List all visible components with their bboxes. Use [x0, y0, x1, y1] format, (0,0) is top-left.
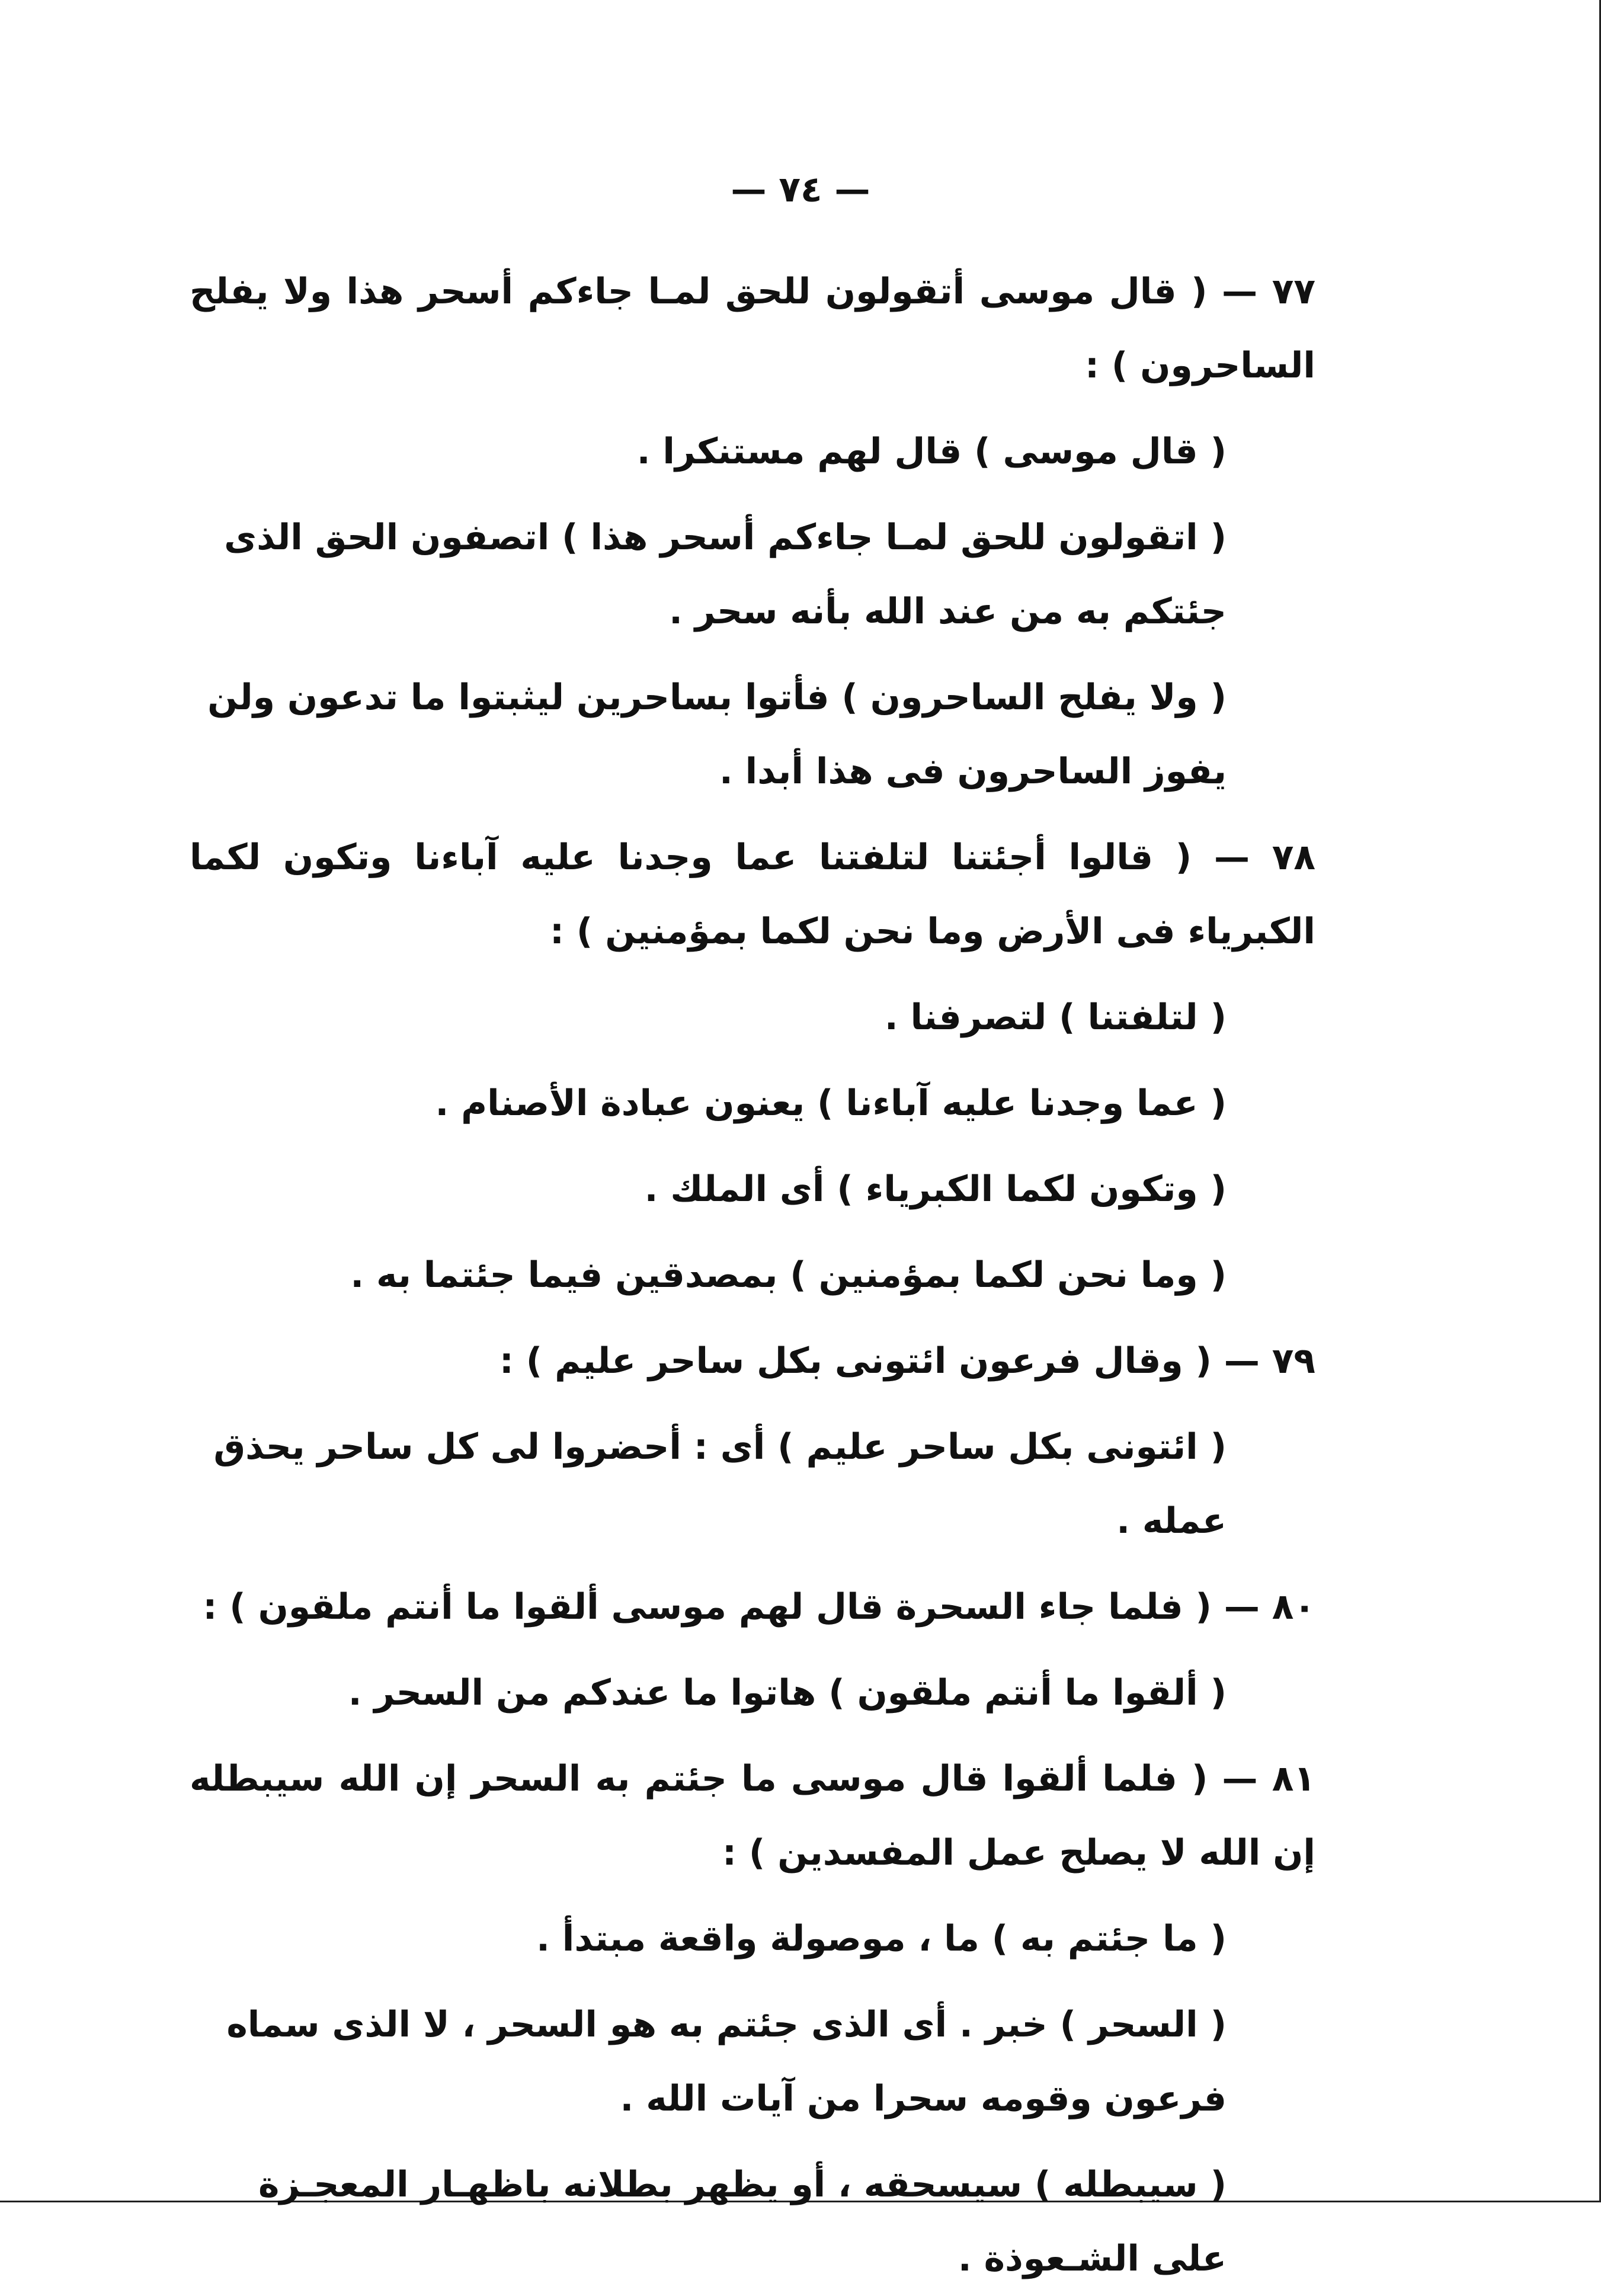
- commentary-paragraph: ( قال موسى ) قال لهم مستنكرا .: [636, 431, 1227, 472]
- verse-79: ٧٩ — ( وقال فرعون ائتونى بكل ساحر عليم ) :: [499, 1340, 1315, 1382]
- commentary-paragraph: ( ائتونى بكل ساحر عليم ) أى : أحضروا لى كل ساحر يحذق عمله .: [213, 1426, 1227, 1542]
- commentary-paragraph: ( السحر ) خبر . أى الذى جئتم به هو السحر ، لا الذى سماه فرعون وقومه سحرا من آيات الله .: [226, 2004, 1227, 2119]
- commentary-paragraph: ( اتقولون للحق لمـا جاءكم أسحر هذا ) اتصفون الحق الذى جئتكم به من عند الله بأنه سحر .: [224, 517, 1227, 632]
- commentary-paragraph: ( ألقوا ما أنتم ملقون ) هاتوا ما عندكم من السحر .: [348, 1672, 1227, 1714]
- commentary-paragraph: ( لتلفتنا ) لتصرفنا .: [884, 997, 1227, 1038]
- verse-78: ٧٨ — ( قالوا أجئتنا لتلفتنا عما وجدنا عليه آباءنا وتكون لكما الكبرياء فى الأرض وما نحن لكما بمؤمنين ) :: [190, 837, 1315, 952]
- verse-81: ٨١ — ( فلما ألقوا قال موسى ما جئتم به السحر إن الله سيبطله إن الله لا يصلح عمل المفسدين ) :: [190, 1758, 1315, 1874]
- page-body: [190, 255, 1315, 2296]
- verse-80: ٨٠ — ( فلما جاء السحرة قال لهم موسى ألقوا ما أنتم ملقون ) :: [203, 1586, 1315, 1628]
- commentary-paragraph: ( سيبطله ) سيسحقه ، أو يظهر بطلانه باظهـار المعجـزة على الشـعوذة .: [258, 2164, 1227, 2279]
- commentary-paragraph: ( ما جئتم به ) ما ، موصولة واقعة مبتدأ .: [536, 1918, 1227, 1959]
- commentary-paragraph: ( وما نحن لكما بمؤمنين ) بمصدقين فيما جئتما به .: [350, 1254, 1227, 1296]
- verse-77: ٧٧ — ( قال موسى أتقولون للحق لمـا جاءكم أسحر هذا ولا يفلح الساحرون ) :: [190, 271, 1315, 386]
- commentary-paragraph: ( ولا يفلح الساحرون ) فأتوا بساحرين ليثبتوا ما تدعون ولن يفوز الساحرون فى هذا أبدا .: [207, 677, 1227, 792]
- page-number: — ٧٤ —: [731, 169, 870, 210]
- commentary-paragraph: ( عما وجدنا عليه آباءنا ) يعنون عبادة الأصنام .: [435, 1083, 1227, 1124]
- commentary-paragraph: ( وتكون لكما الكبرياء ) أى الملك .: [644, 1168, 1227, 1210]
